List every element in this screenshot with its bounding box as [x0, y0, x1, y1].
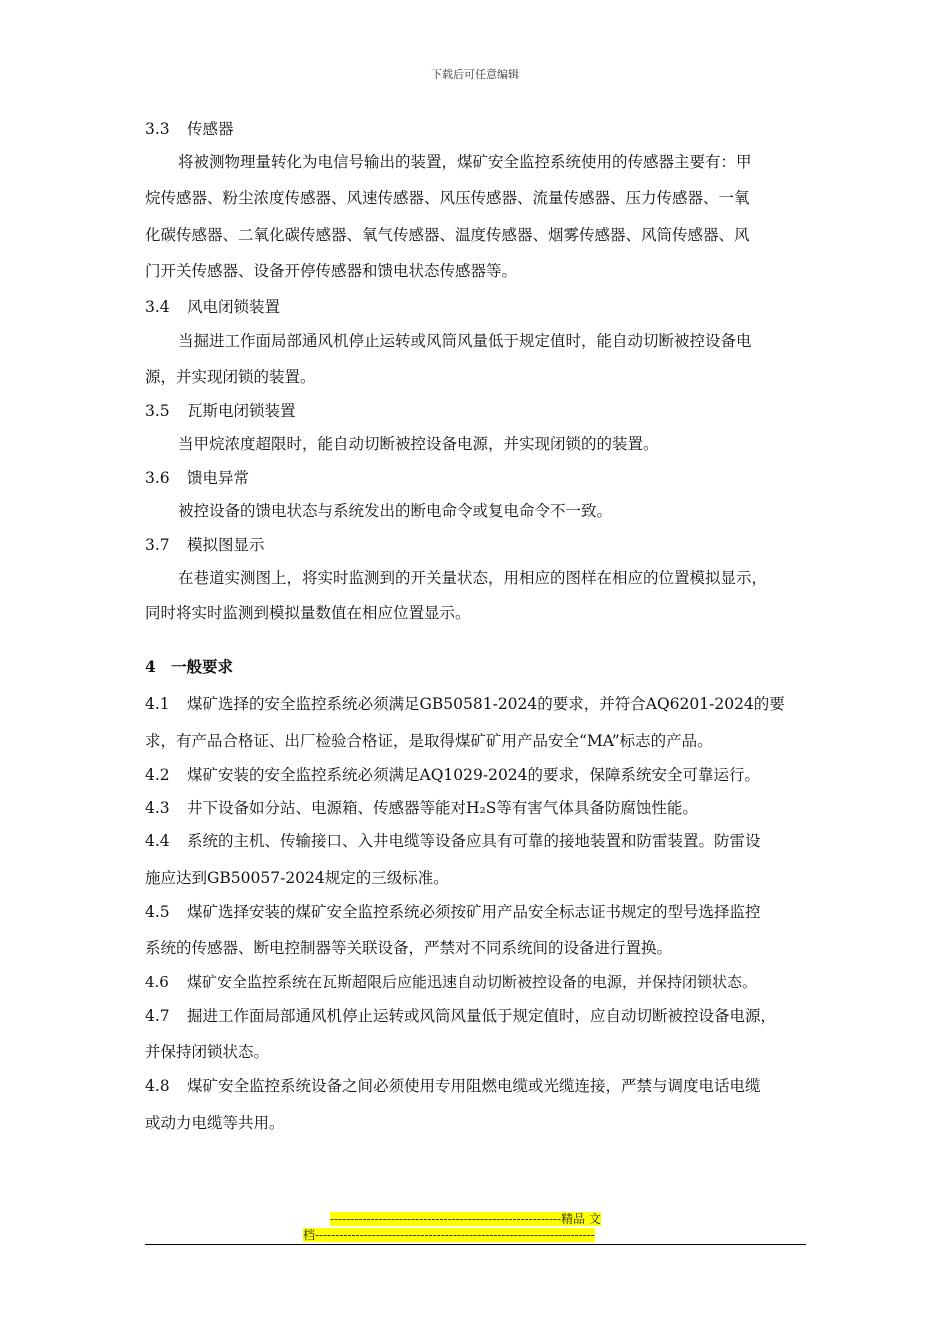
section-title: 瓦斯电闭锁装置 [187, 402, 296, 420]
footer-highlight-line-1: ---------------------------------------------------------精品 文 [330, 1212, 601, 1226]
section-title: 模拟图显示 [187, 536, 265, 554]
section-3-7-heading [145, 535, 265, 555]
section-title: 馈电异常 [187, 469, 250, 487]
page-header: 下载后可任意编辑 [431, 68, 519, 81]
section-4-heading [145, 657, 233, 677]
item-number: 4.5 [145, 903, 170, 921]
paragraph-line: 施应达到GB50057-2024规定的三级标准。 [145, 869, 449, 887]
section-title: 一般要求 [171, 657, 234, 676]
item-text: 煤矿选择安装的煤矿安全监控系统必须按矿用产品安全标志证书规定的型号选择监控 [187, 903, 761, 921]
paragraph-line: 同时将实时监测到模拟量数值在相应位置显示。 [145, 604, 471, 622]
paragraph-line: 烷传感器、粉尘浓度传感器、风速传感器、风压传感器、流量传感器、压力传感器、一氧 [145, 189, 750, 207]
paragraph-line: 被控设备的馈电状态与系统发出的断电命令或复电命令不一致。 [178, 502, 613, 520]
item-number: 4.2 [145, 766, 170, 784]
paragraph-line: 并保持闭锁状态。 [145, 1043, 270, 1061]
item-4-7 [145, 1006, 776, 1026]
item-text: 系统的主机、传输接口、入井电缆等设备应具有可靠的接地装置和防雷装置。防雷设 [187, 832, 761, 850]
section-3-3-heading [145, 119, 234, 139]
item-4-2 [145, 765, 760, 785]
paragraph-line: 系统的传感器、断电控制器等关联设备，严禁对不同系统间的设备进行置换。 [145, 939, 673, 957]
item-4-5 [145, 902, 761, 922]
item-text: 煤矿安装的安全监控系统必须满足AQ1029-2024的要求，保障系统安全可靠运行。 [187, 766, 761, 784]
item-4-1 [145, 694, 785, 714]
item-number: 4.6 [145, 973, 169, 991]
item-number: 4.1 [145, 695, 170, 713]
section-number: 3.5 [145, 402, 170, 420]
item-4-6 [145, 972, 757, 992]
item-text: 煤矿安全监控系统在瓦斯超限后应能迅速自动切断被控设备的电源，并保持闭锁状态。 [187, 973, 758, 991]
paragraph-line: 源，并实现闭锁的装置。 [145, 368, 316, 386]
item-text: 煤矿选择的安全监控系统必须满足GB50581-2024的要求，并符合AQ6201-2024的要 [187, 695, 785, 713]
paragraph-line: 门开关传感器、设备开停传感器和馈电状态传感器等。 [145, 262, 518, 280]
footer-highlight-line-2: 档--------------------------------------------------------------------- [303, 1228, 595, 1242]
paragraph-line: 或动力电缆等共用。 [145, 1114, 285, 1132]
paragraph-line: 将被测物理量转化为电信号输出的装置，煤矿安全监控系统使用的传感器主要有：甲 [178, 153, 752, 171]
section-3-4-heading [145, 297, 280, 317]
item-number: 4.3 [145, 799, 170, 817]
item-4-8 [145, 1076, 761, 1096]
item-number: 4.7 [145, 1007, 170, 1025]
item-text: 掘进工作面局部通风机停止运转或风筒风量低于规定值时，应自动切断被控设备电源， [187, 1007, 777, 1025]
footer-rule [145, 1244, 806, 1245]
section-number: 3.7 [145, 536, 170, 554]
item-text: 井下设备如分站、电源箱、传感器等能对H₂S等有害气体具备防腐蚀性能。 [187, 799, 698, 817]
section-3-6-heading [145, 468, 249, 488]
item-number: 4.8 [145, 1077, 170, 1095]
paragraph-line: 当甲烷浓度超限时，能自动切断被控设备电源，并实现闭锁的的装置。 [178, 435, 659, 453]
paragraph-line: 求，有产品合格证、出厂检验合格证，是取得煤矿矿用产品安全“MA”标志的产品。 [145, 732, 713, 750]
section-title: 风电闭锁装置 [187, 298, 281, 316]
item-4-3 [145, 798, 698, 818]
section-number: 3.4 [145, 298, 170, 316]
section-title: 传感器 [187, 120, 234, 138]
section-3-5-heading [145, 401, 296, 421]
section-number: 3.3 [145, 120, 170, 138]
section-number: 4 [145, 657, 156, 676]
item-number: 4.4 [145, 832, 170, 850]
item-4-4 [145, 831, 761, 851]
paragraph-line: 当掘进工作面局部通风机停止运转或风筒风量低于规定值时，能自动切断被控设备电 [178, 332, 752, 350]
section-number: 3.6 [145, 469, 170, 487]
paragraph-line: 化碳传感器、二氧化碳传感器、氧气传感器、温度传感器、烟雾传感器、风筒传感器、风 [145, 226, 750, 244]
item-text: 煤矿安全监控系统设备之间必须使用专用阻燃电缆或光缆连接，严禁与调度电话电缆 [187, 1077, 761, 1095]
paragraph-line: 在巷道实测图上，将实时监测到的开关量状态，用相应的图样在相应的位置模拟显示， [178, 569, 768, 587]
